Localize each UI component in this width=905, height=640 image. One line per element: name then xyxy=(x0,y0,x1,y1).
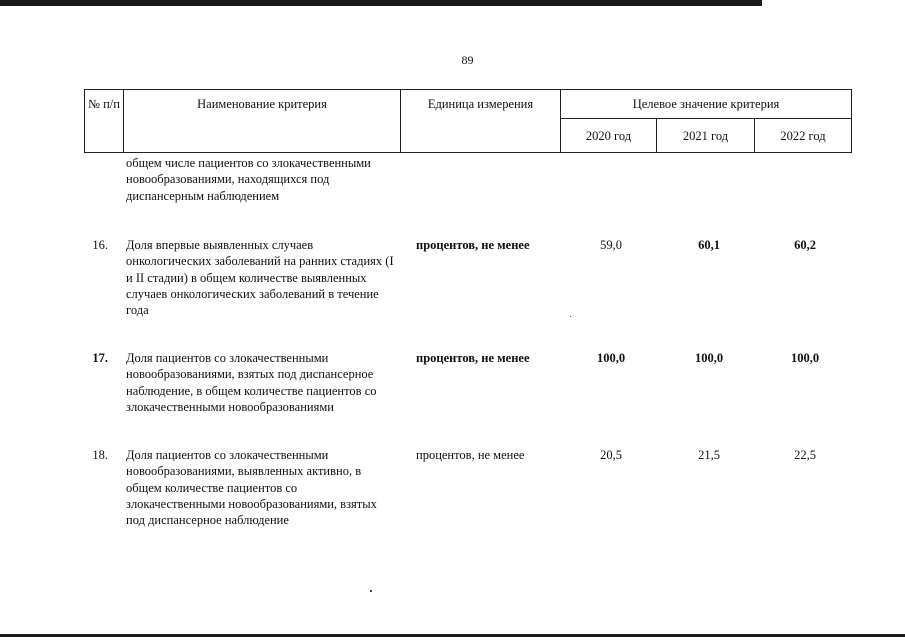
row-criterion: Доля пациентов со злокачественными новообразованиями, взятых под диспансерное наблюдение, в общем количестве пациентов со злокачественными новообразованиями xyxy=(126,351,377,414)
header-border-right xyxy=(851,89,852,153)
header-border-bottom xyxy=(84,152,852,153)
scan-speck xyxy=(570,316,571,317)
row-value-2020: 59,0 xyxy=(600,238,622,252)
row-unit: процентов, не менее xyxy=(416,238,530,252)
header-year-2020: 2020 год xyxy=(585,129,632,143)
row-value-2021: 21,5 xyxy=(698,448,720,462)
header-border-left xyxy=(84,89,85,153)
scan-edge-top xyxy=(0,0,762,6)
row-value-2022: 22,5 xyxy=(794,448,816,462)
continuation-text: общем числе пациентов со злокачественными новообразованиями, находящихся под диспансерным наблюдением xyxy=(126,156,371,203)
header-border-years xyxy=(560,118,852,119)
row-number: 17. xyxy=(92,351,108,365)
header-col-target: Целевое значение критерия xyxy=(632,97,780,111)
row-number: 18. xyxy=(92,448,108,462)
header-year-2022: 2022 год xyxy=(780,129,826,143)
row-value-2022: 60,2 xyxy=(794,238,816,252)
row-unit: процентов, не менее xyxy=(416,448,525,462)
header-col-num: № п/п xyxy=(88,97,120,111)
row-number: 16. xyxy=(92,238,108,252)
row-criterion: Доля пациентов со злокачественными новообразованиями, выявленных активно, в общем количестве пациентов со злокачественными новообразованиями, взятых под диспансерное наблюдение xyxy=(126,448,377,528)
row-unit: процентов, не менее xyxy=(416,351,530,365)
scan-edge-bottom xyxy=(0,634,905,637)
row-value-2021: 100,0 xyxy=(694,351,724,365)
header-col-unit: Единица измерения xyxy=(427,97,534,111)
row-value-2022: 100,0 xyxy=(790,351,820,365)
row-value-2021: 60,1 xyxy=(698,238,720,252)
row-value-2020: 20,5 xyxy=(600,448,622,462)
row-criterion: Доля впервые выявленных случаев онкологических заболеваний на ранних стадиях (I и II стадии) в общем количестве выявленных случаев онкологических заболеваний в течение года xyxy=(126,238,394,318)
page-number: 89 xyxy=(461,53,474,67)
row-value-2020: 100,0 xyxy=(596,351,626,365)
header-border-top xyxy=(84,89,852,90)
table-header xyxy=(84,89,852,153)
scan-speck xyxy=(370,590,372,592)
header-col-name: Наименование критерия xyxy=(197,97,327,111)
header-year-2021: 2021 год xyxy=(682,129,729,143)
